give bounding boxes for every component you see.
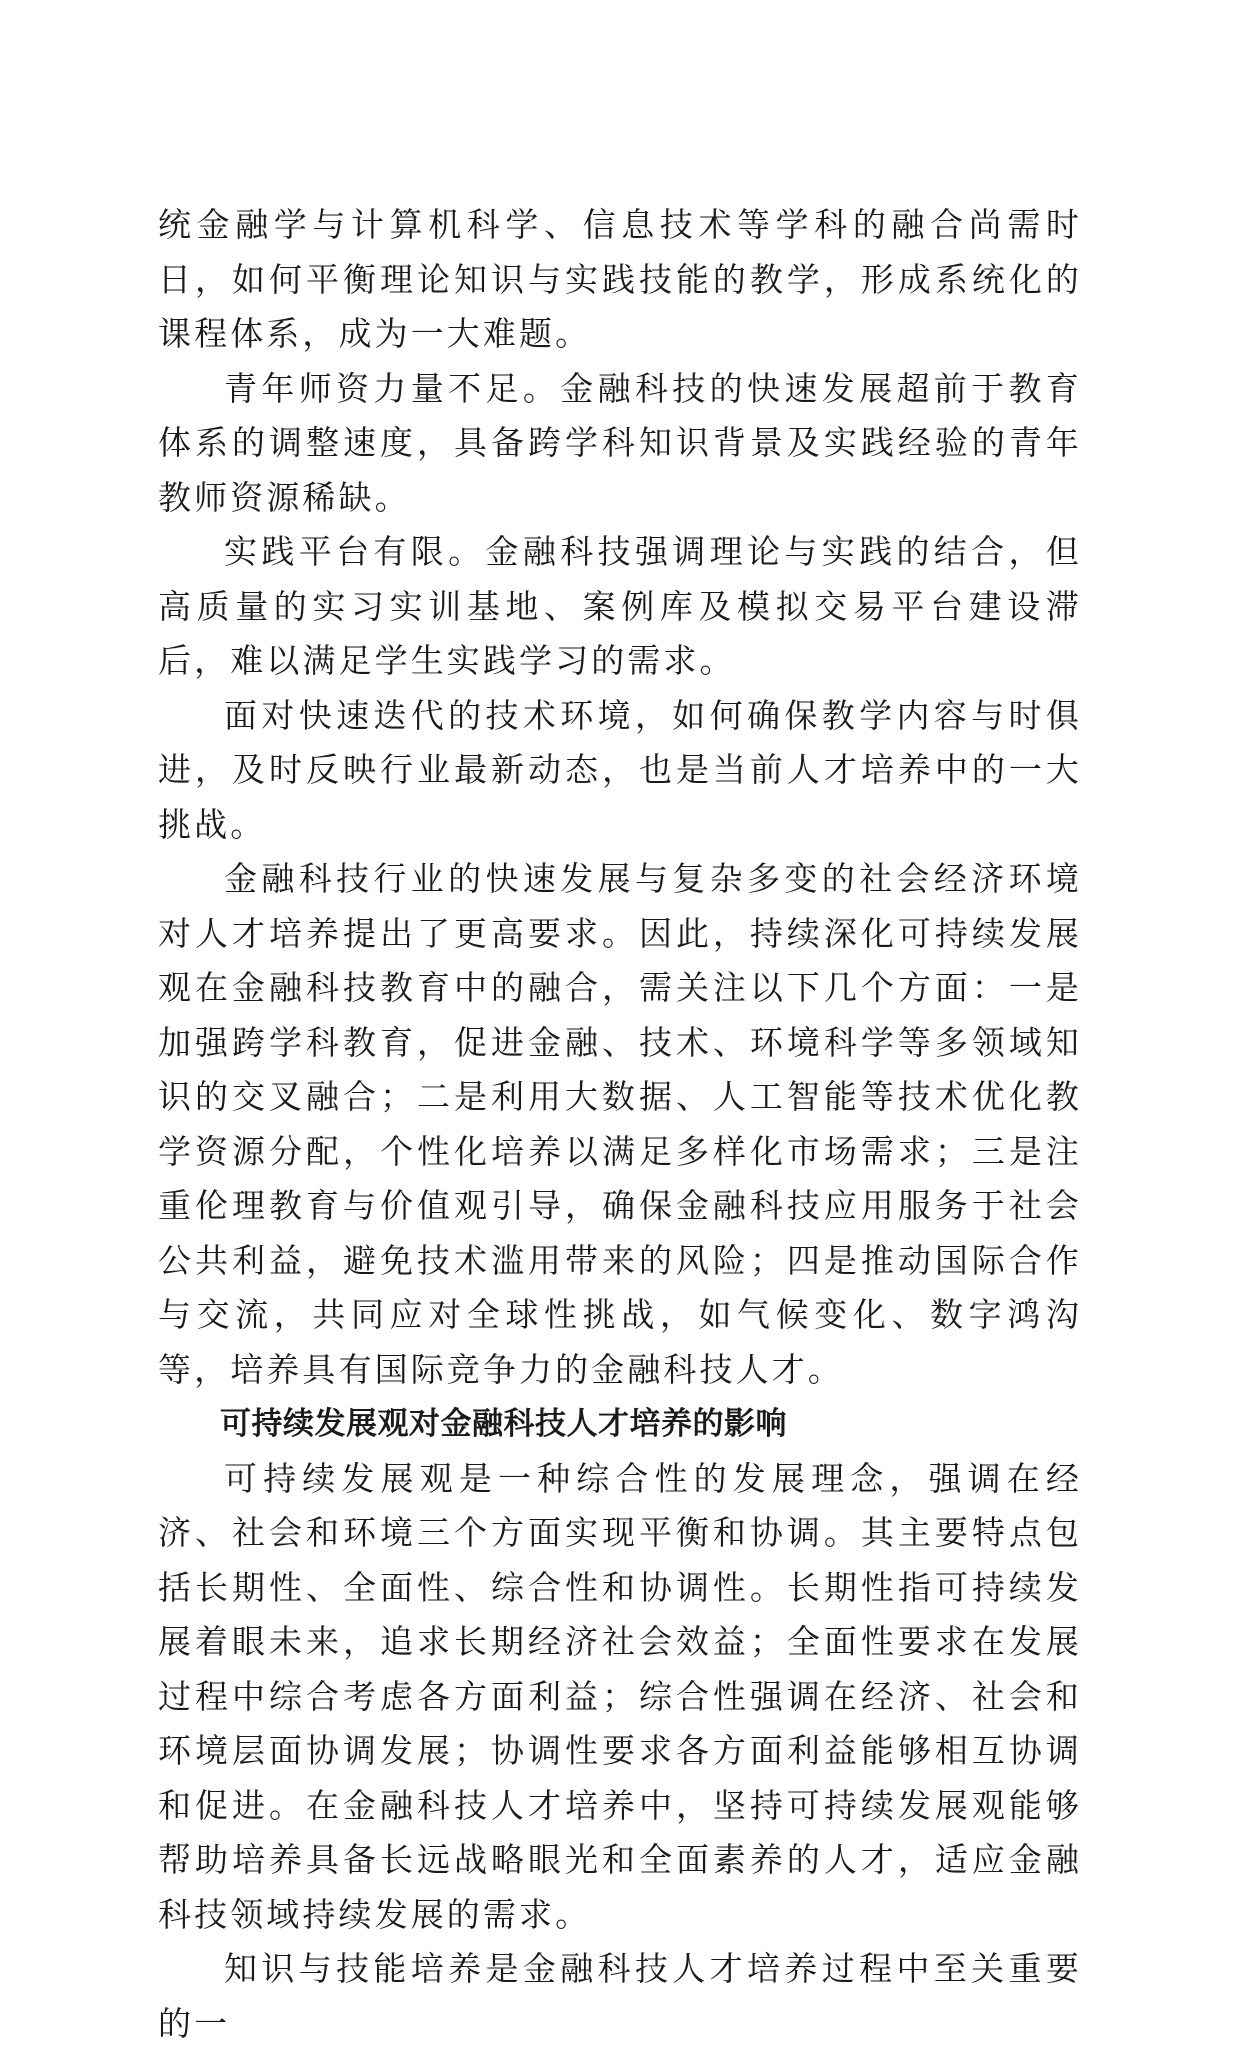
paragraph-young-faculty: 青年师资力量不足。金融科技的快速发展超前于教育体系的调整速度，具备跨学科知识背景及实践经验的青年教师资源稀缺。 xyxy=(158,368,1082,517)
paragraph-future-directions: 金融科技行业的快速发展与复杂多变的社会经济环境对人才培养提出了更高要求。因此，持续深化可持续发展观在金融科技教育中的融合，需关注以下几个方面：一是加强跨学科教育，促进金融、技术、环境科学等多领域知识的交叉融合；二是利用大数据、人工智能等技术优化教学资源分配，个性化培养以满足多样化市场需求；三是注重伦理教育与价值观引导，确保金融科技应用服务于社会公共利益，避免技术滥用带来的风险；四是推动国际合作与交流，共同应对全球性挑战，如气候变化、数字鸿沟等，培养具有国际竞争力的金融科技人才。 xyxy=(158,859,1082,1389)
paragraph-sustainability-concept: 可持续发展观是一种综合性的发展理念，强调在经济、社会和环境三个方面实现平衡和协调。其主要特点包括长期性、全面性、综合性和协调性。长期性指可持续发展着眼未来，追求长期经济社会效益；全面性要求在发展过程中综合考虑各方面利益；综合性强调在经济、社会和环境层面协调发展；协调性要求各方面利益能够相互协调和促进。在金融科技人才培养中，坚持可持续发展观能够帮助培养具备长远战略眼光和全面素养的人才，适应金融科技领域持续发展的需求。 xyxy=(158,1458,1082,1934)
paragraph-tech-iteration: 面对快速迭代的技术环境，如何确保教学内容与时俱进，及时反映行业最新动态，也是当前人才培养中的一大挑战。 xyxy=(158,695,1082,844)
document-body xyxy=(158,198,1082,2051)
section-heading: 可持续发展观对金融科技人才培养的影响 xyxy=(220,1406,787,1442)
paragraph-knowledge-skills: 知识与技能培养是金融科技人才培养过程中至关重要的一 xyxy=(158,1949,1082,2043)
paragraph-curriculum-continued: 统金融学与计算机科学、信息技术等学科的融合尚需时日，如何平衡理论知识与实践技能的教学，形成系统化的课程体系，成为一大难题。 xyxy=(158,205,1082,353)
paragraph-practice-platform: 实践平台有限。金融科技强调理论与实践的结合，但高质量的实习实训基地、案例库及模拟交易平台建设滞后，难以满足学生实践学习的需求。 xyxy=(158,532,1082,680)
